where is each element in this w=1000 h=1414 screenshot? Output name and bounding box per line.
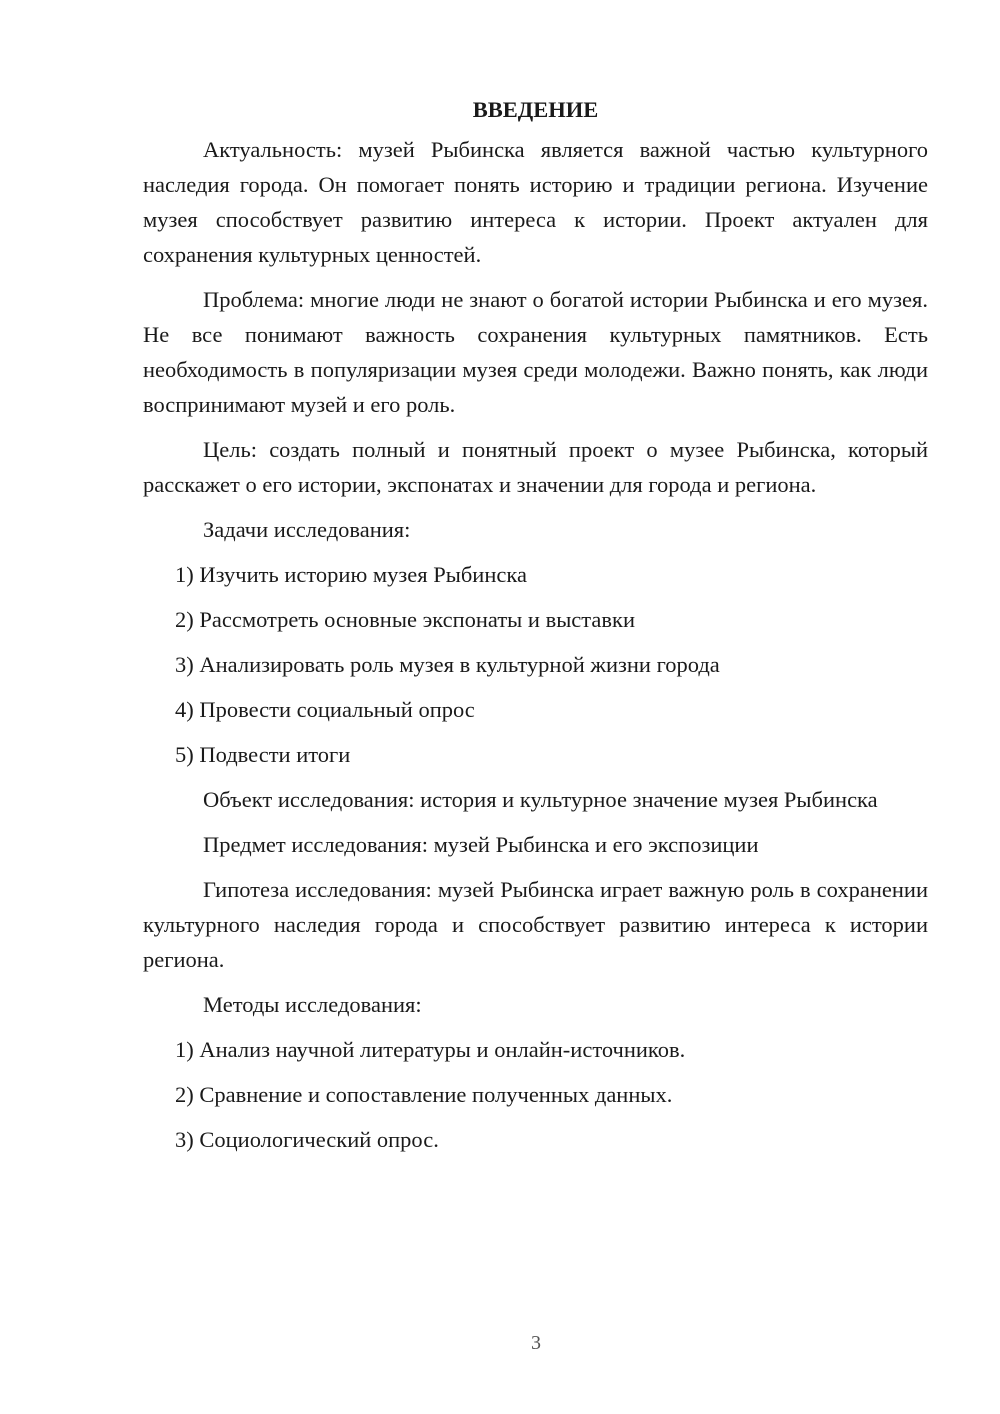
task-item: 3) Анализировать роль музея в культурной жизни города (175, 652, 720, 677)
method-item: 1) Анализ научной литературы и онлайн-источников. (175, 1037, 686, 1062)
goal-paragraph: Цель: создать полный и понятный проект о музее Рыбинска, который расскажет о его истории, экспонатах и значении для города и региона. (143, 437, 928, 497)
page-number: 3 (531, 1332, 541, 1354)
task-item: 4) Провести социальный опрос (175, 697, 475, 722)
document-page (143, 92, 928, 1167)
hypothesis-paragraph: Гипотеза исследования: музей Рыбинска играет важную роль в сохранении культурного наследия города и способствует развитию интереса к истории региона. (143, 877, 928, 972)
method-item: 2) Сравнение и сопоставление полученных данных. (175, 1082, 673, 1107)
subject-paragraph: Предмет исследования: музей Рыбинска и его экспозиции (203, 832, 759, 857)
problem-paragraph: Проблема: многие люди не знают о богатой истории Рыбинска и его музея. Не все понимают важность сохранения культурных памятников. Есть необходимость в популяризации музея среди молодежи. Важно понять, как люди воспринимают музей и его роль. (143, 287, 928, 417)
section-title: ВВЕДЕНИЕ (472, 97, 599, 122)
method-item: 3) Социологический опрос. (175, 1127, 439, 1152)
methods-heading: Методы исследования: (203, 992, 422, 1017)
methods-list (143, 1032, 928, 1157)
task-item: 1) Изучить историю музея Рыбинска (175, 562, 527, 587)
task-item: 2) Рассмотреть основные экспонаты и выставки (175, 607, 635, 632)
task-item: 5) Подвести итоги (175, 742, 351, 767)
tasks-heading: Задачи исследования: (203, 517, 411, 542)
tasks-list (143, 557, 928, 772)
relevance-paragraph: Актуальность: музей Рыбинска является важной частью культурного наследия города. Он помогает понять историю и традиции региона. Изучение музея способствует развитию интереса к истории. Проект актуален для сохранения культурных ценностей. (143, 137, 928, 267)
object-paragraph: Объект исследования: история и культурное значение музея Рыбинска (203, 787, 878, 812)
